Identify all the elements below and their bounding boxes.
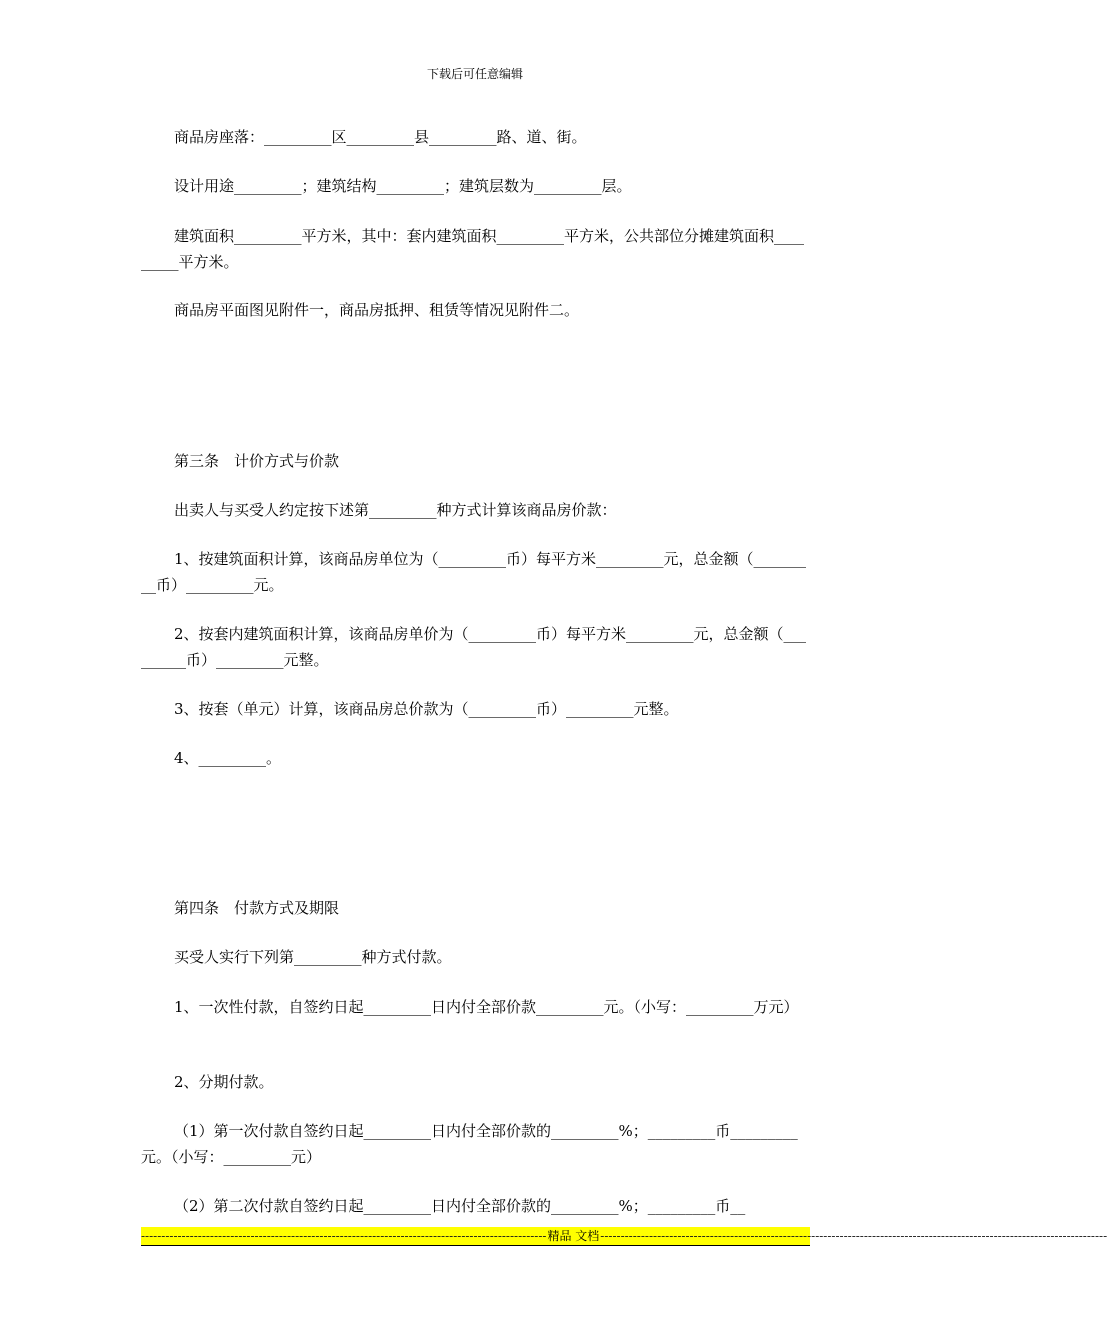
paragraph-option-4: 4、_________。 — [174, 749, 282, 767]
paragraph-pricing-method: 出卖人与买受人约定按下述第_________种方式计算该商品房价款： — [174, 501, 617, 519]
section-heading-article-3: 第三条 计价方式与价款 — [174, 452, 340, 470]
paragraph-payment-method: 买受人实行下列第_________种方式付款。 — [174, 948, 452, 966]
paragraph-building-area: 建筑面积_________平方米，其中：套内建筑面积_________平方米，公共部位分摊建筑面积_________平方米。 — [141, 227, 805, 271]
footer-rule — [141, 1245, 810, 1246]
paragraph-installments: 2、分期付款。 — [174, 1073, 274, 1091]
paragraph-location: 商品房座落：_________区_________县_________路、道、街。 — [174, 128, 587, 146]
footer-dashes-right: ----------------------------------------------------------------------------------------------------------------------------- — [600, 1229, 1107, 1243]
paragraph-option-2: 2、按套内建筑面积计算，该商品房单价为（_________币）每平方米_________元，总金额（_________币）_________元整。 — [141, 625, 807, 669]
page-header: 下载后可任意编辑 — [426, 67, 523, 81]
paragraph-option-3: 3、按套（单元）计算，该商品房总价款为（_________币）_________元整。 — [174, 700, 679, 718]
paragraph-installment-2: （2）第二次付款自签约日起_________日内付全部价款的_________%；_________币__ — [174, 1197, 746, 1215]
section-heading-article-4: 第四条 付款方式及期限 — [174, 899, 340, 917]
footer-label: 精品 文档 — [547, 1229, 600, 1243]
paragraph-floor-plan: 商品房平面图见附件一，商品房抵押、租赁等情况见附件二。 — [174, 301, 580, 319]
footer-banner — [141, 1227, 1107, 1246]
footer-dashes-left: ---------------------------------------------------------------------------------------------------- — [141, 1229, 547, 1243]
paragraph-installment-1: （1）第一次付款自签约日起_________日内付全部价款的_________%；_________币_________元。（小写：_________元） — [141, 1122, 798, 1166]
paragraph-lump-sum: 1、一次性付款，自签约日起_________日内付全部价款_________元。（小写：_________万元） — [174, 998, 799, 1016]
paragraph-option-1: 1、按建筑面积计算，该商品房单位为（_________币）每平方米_________元，总金额（_________币）_________元。 — [141, 550, 807, 594]
paragraph-design-usage: 设计用途_________；建筑结构_________；建筑层数为_________层。 — [174, 177, 632, 195]
